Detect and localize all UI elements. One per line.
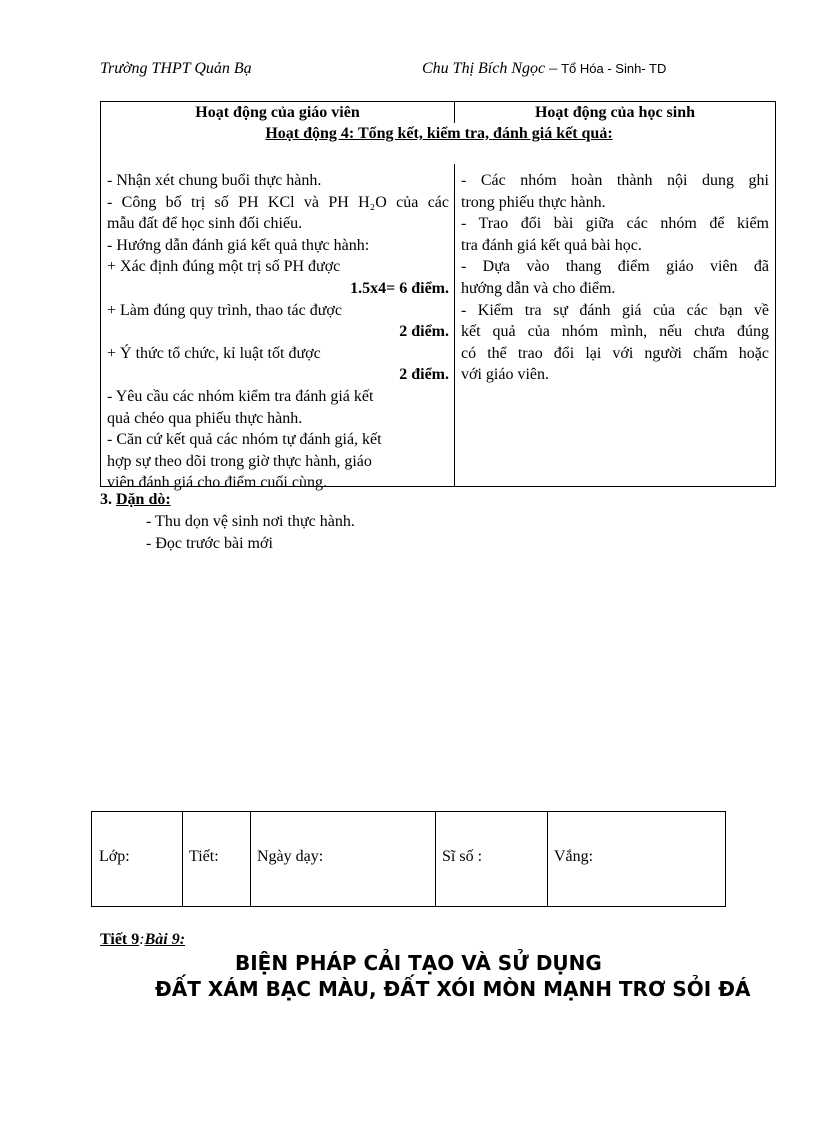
teacher-column-header: Hoạt động của giáo viên xyxy=(195,104,360,121)
info-divider xyxy=(182,812,183,906)
absent-label: Vắng: xyxy=(554,848,594,865)
student-line: kết quả của nhóm mình, nếu chưa đúng xyxy=(461,323,769,341)
teacher-line: - Yêu cầu các nhóm kiểm tra đánh giá kết xyxy=(107,387,374,405)
teacher-name xyxy=(422,60,666,78)
teaching-date-label: Ngày dạy: xyxy=(257,848,324,865)
teacher-line: + Làm đúng quy trình, thao tác được xyxy=(107,301,342,319)
teacher-line: - Căn cứ kết quả các nhóm tự đánh giá, kết xyxy=(107,431,382,449)
info-divider xyxy=(250,812,251,906)
teacher-line: quả chéo qua phiếu thực hành. xyxy=(107,409,303,427)
section-title: Dặn dò: xyxy=(116,491,171,508)
lesson-number: Bài 9: xyxy=(144,931,186,948)
list-item: - Đọc trước bài mới xyxy=(146,535,273,552)
student-line: hướng dẫn và cho điểm. xyxy=(461,279,616,297)
student-column-header: Hoạt động của học sinh xyxy=(534,104,696,121)
student-line: - Trao đổi bài giữa các nhóm để kiểm xyxy=(461,215,769,233)
lesson-title-line-1: BIỆN PHÁP CẢI TẠO VÀ SỬ DỤNG xyxy=(235,951,602,975)
student-line: trong phiếu thực hành. xyxy=(461,193,606,211)
attendance-label: Sĩ số : xyxy=(442,848,483,865)
teacher-line: viên đánh giá cho điểm cuối cùng. xyxy=(107,474,327,492)
lesson-title-line-2: ĐẤT XÁM BẠC MÀU, ĐẤT XÓI MÒN MẠNH TRƠ SỎI ĐÁ xyxy=(155,977,751,1001)
info-divider xyxy=(435,812,436,906)
student-line: với giáo viên. xyxy=(461,366,549,384)
teacher-line: + Xác định đúng một trị số PH được xyxy=(107,258,341,276)
teacher-line: mẫu đất để học sinh đối chiếu. xyxy=(107,215,303,233)
class-info-table xyxy=(91,811,726,907)
separator: : xyxy=(139,931,145,948)
teacher-line: + Ý thức tổ chức, kỉ luật tốt được xyxy=(107,344,321,362)
period-number: Tiết 9 xyxy=(100,931,140,948)
teacher-label: Chu Thị Bích Ngọc – xyxy=(422,60,558,77)
list-item: - Thu dọn vệ sinh nơi thực hành. xyxy=(146,513,355,530)
score-line: 1.5x4= 6 điểm. xyxy=(350,279,449,297)
teacher-line: - Hướng dẫn đánh giá kết quả thực hành: xyxy=(107,236,370,254)
section-heading xyxy=(100,491,171,509)
student-line: có thể trao đổi lại với người chấm hoặc xyxy=(461,344,769,362)
teacher-line: - Nhận xét chung buổi thực hành. xyxy=(107,172,322,189)
student-line: tra đánh giá kết quả bài học. xyxy=(461,236,642,254)
class-label: Lớp: xyxy=(99,848,130,865)
student-line: - Dựa vào thang điểm giáo viên đã xyxy=(461,258,769,276)
lesson-heading xyxy=(100,931,185,949)
activity-title: Hoạt động 4: Tổng kết, kiểm tra, đánh giá kết quả: xyxy=(265,125,613,142)
info-divider xyxy=(547,812,548,906)
score-line: 2 điểm. xyxy=(399,323,449,341)
student-line: - Kiểm tra sự đánh giá của các bạn về xyxy=(461,301,769,319)
student-line: - Các nhóm hoàn thành nội dung ghi xyxy=(461,172,769,189)
section-number: 3. xyxy=(100,491,112,508)
school-name: Trường THPT Quản Bạ xyxy=(100,60,252,77)
department-label: Tổ Hóa - Sinh- TD xyxy=(561,61,667,76)
period-label: Tiết: xyxy=(189,848,219,865)
activity-table xyxy=(100,101,776,492)
score-line: 2 điểm. xyxy=(399,366,449,384)
column-divider xyxy=(454,164,455,486)
teacher-line: hợp sự theo dõi trong giờ thực hành, giáo xyxy=(107,452,372,470)
teacher-activity-cell xyxy=(107,170,449,494)
student-activity-cell xyxy=(461,170,769,386)
teacher-line: - Công bố trị số PH KCl và PH H₂O của các xyxy=(107,193,449,211)
